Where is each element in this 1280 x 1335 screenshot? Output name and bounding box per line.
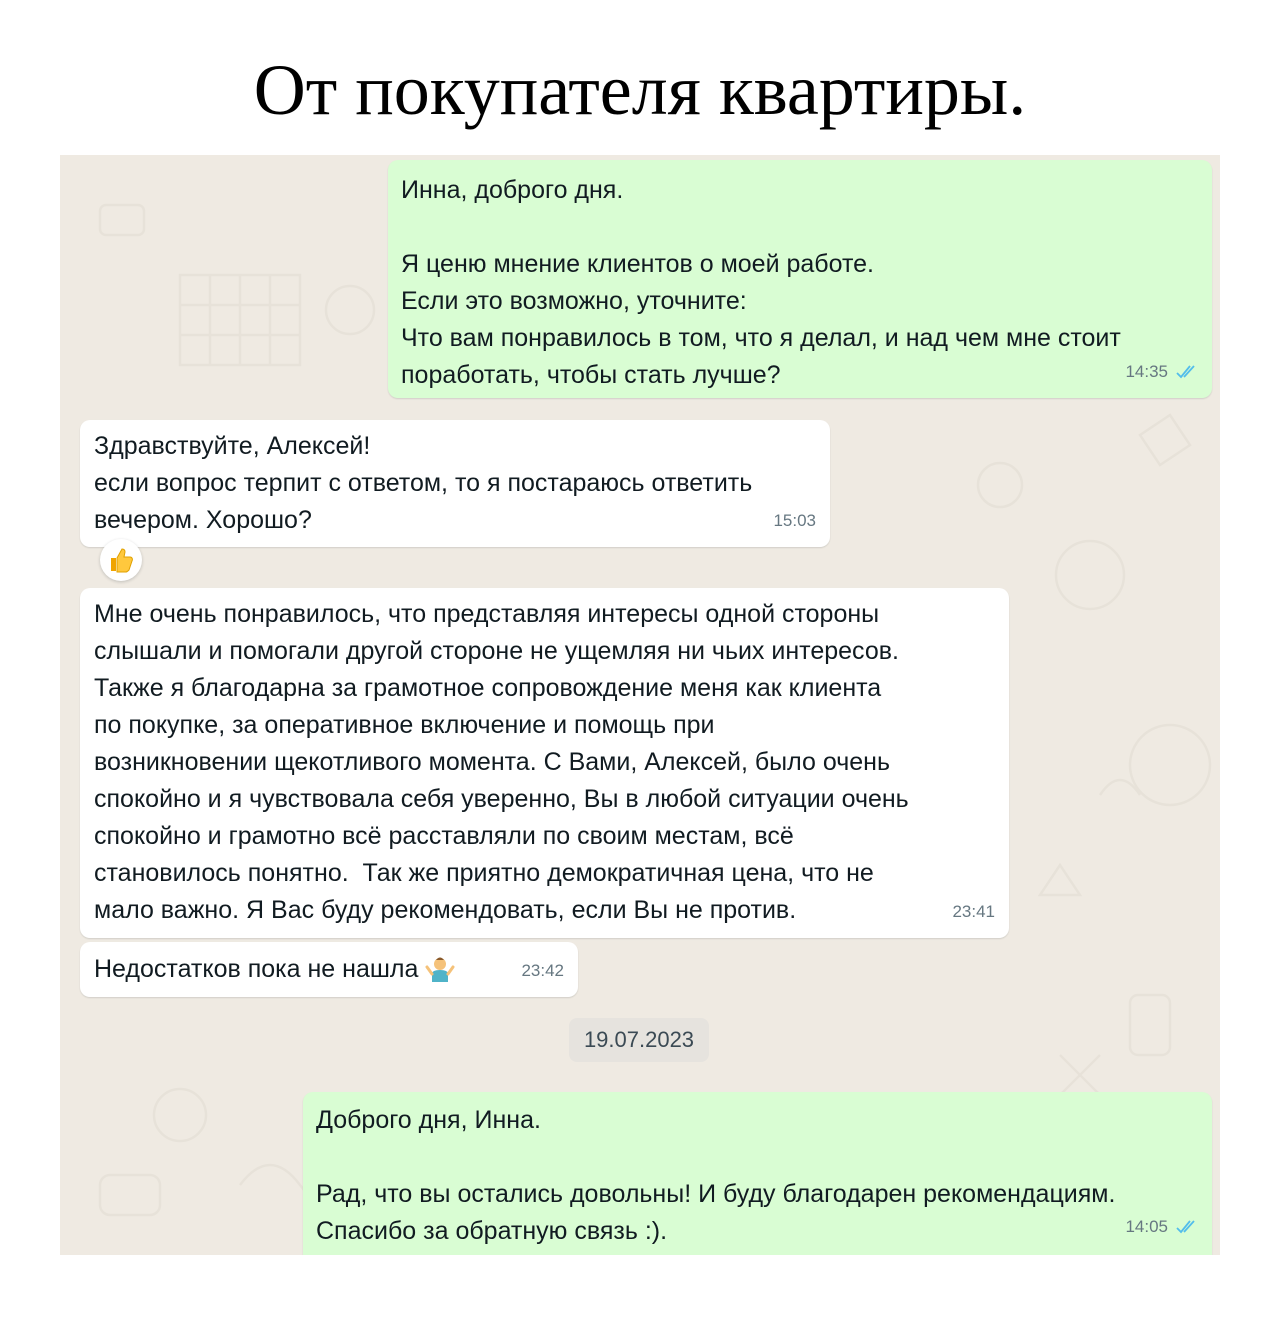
date-separator: 19.07.2023 xyxy=(569,1018,709,1062)
chat-window xyxy=(60,155,1220,1255)
message-text: Недостатков пока не нашла xyxy=(94,955,419,983)
message-time: 23:42 xyxy=(521,961,564,980)
message-meta xyxy=(1125,1208,1198,1245)
message-meta xyxy=(773,502,816,539)
message-time: 15:03 xyxy=(773,511,816,530)
message-meta xyxy=(952,893,995,930)
message-incoming[interactable] xyxy=(80,588,1009,938)
message-text: Мне очень понравилось, что представляя интересы одной стороны слышали и помогали другой стороне не ущемляя ни чьих интересов. Также я благодарна за грамотное сопровождение меня как клиента по покупке, за оперативное включение и помощь при возникновении щекотливого момента. С Вами, Алексей, было очень спокойно и я чувствовала себя уверенно, Вы в любой ситуации очень спокойно и грамотно всё расставляли по своим местам, всё становилось понятно. Так же приятно демократичная цена, что не мало важно. Я Вас буду рекомендовать, если Вы не против. xyxy=(94,600,909,924)
message-incoming[interactable] xyxy=(80,420,830,547)
message-text: Доброго дня, Инна. Рад, что вы остались довольны! И буду благодарен рекомендациям. Спасибо за обратную связь :). xyxy=(316,1106,1116,1245)
person-shrugging-icon xyxy=(425,955,455,985)
page-title: От покупателя квартиры. xyxy=(253,50,1027,130)
message-time: 23:41 xyxy=(952,902,995,921)
thumbs-up-icon xyxy=(107,546,135,574)
message-incoming[interactable] xyxy=(80,942,578,997)
message-meta xyxy=(521,952,564,989)
message-outgoing[interactable] xyxy=(303,1092,1212,1255)
message-outgoing[interactable] xyxy=(388,160,1212,398)
message-reaction[interactable] xyxy=(100,539,142,581)
message-time: 14:05 xyxy=(1125,1217,1168,1236)
double-check-icon xyxy=(1176,365,1198,379)
double-check-icon xyxy=(1176,1220,1198,1234)
message-text: Здравствуйте, Алексей! если вопрос терпит с ответом, то я постараюсь ответить вечером. Хорошо? xyxy=(94,432,753,534)
message-text: Инна, доброго дня. Я ценю мнение клиентов о моей работе. Если это возможно, уточните: Что вам понравилось в том, что я делал, и над чем мне стоит поработать, чтобы стать лучше? xyxy=(401,176,1121,389)
message-time: 14:35 xyxy=(1125,362,1168,381)
message-meta xyxy=(1125,353,1198,390)
